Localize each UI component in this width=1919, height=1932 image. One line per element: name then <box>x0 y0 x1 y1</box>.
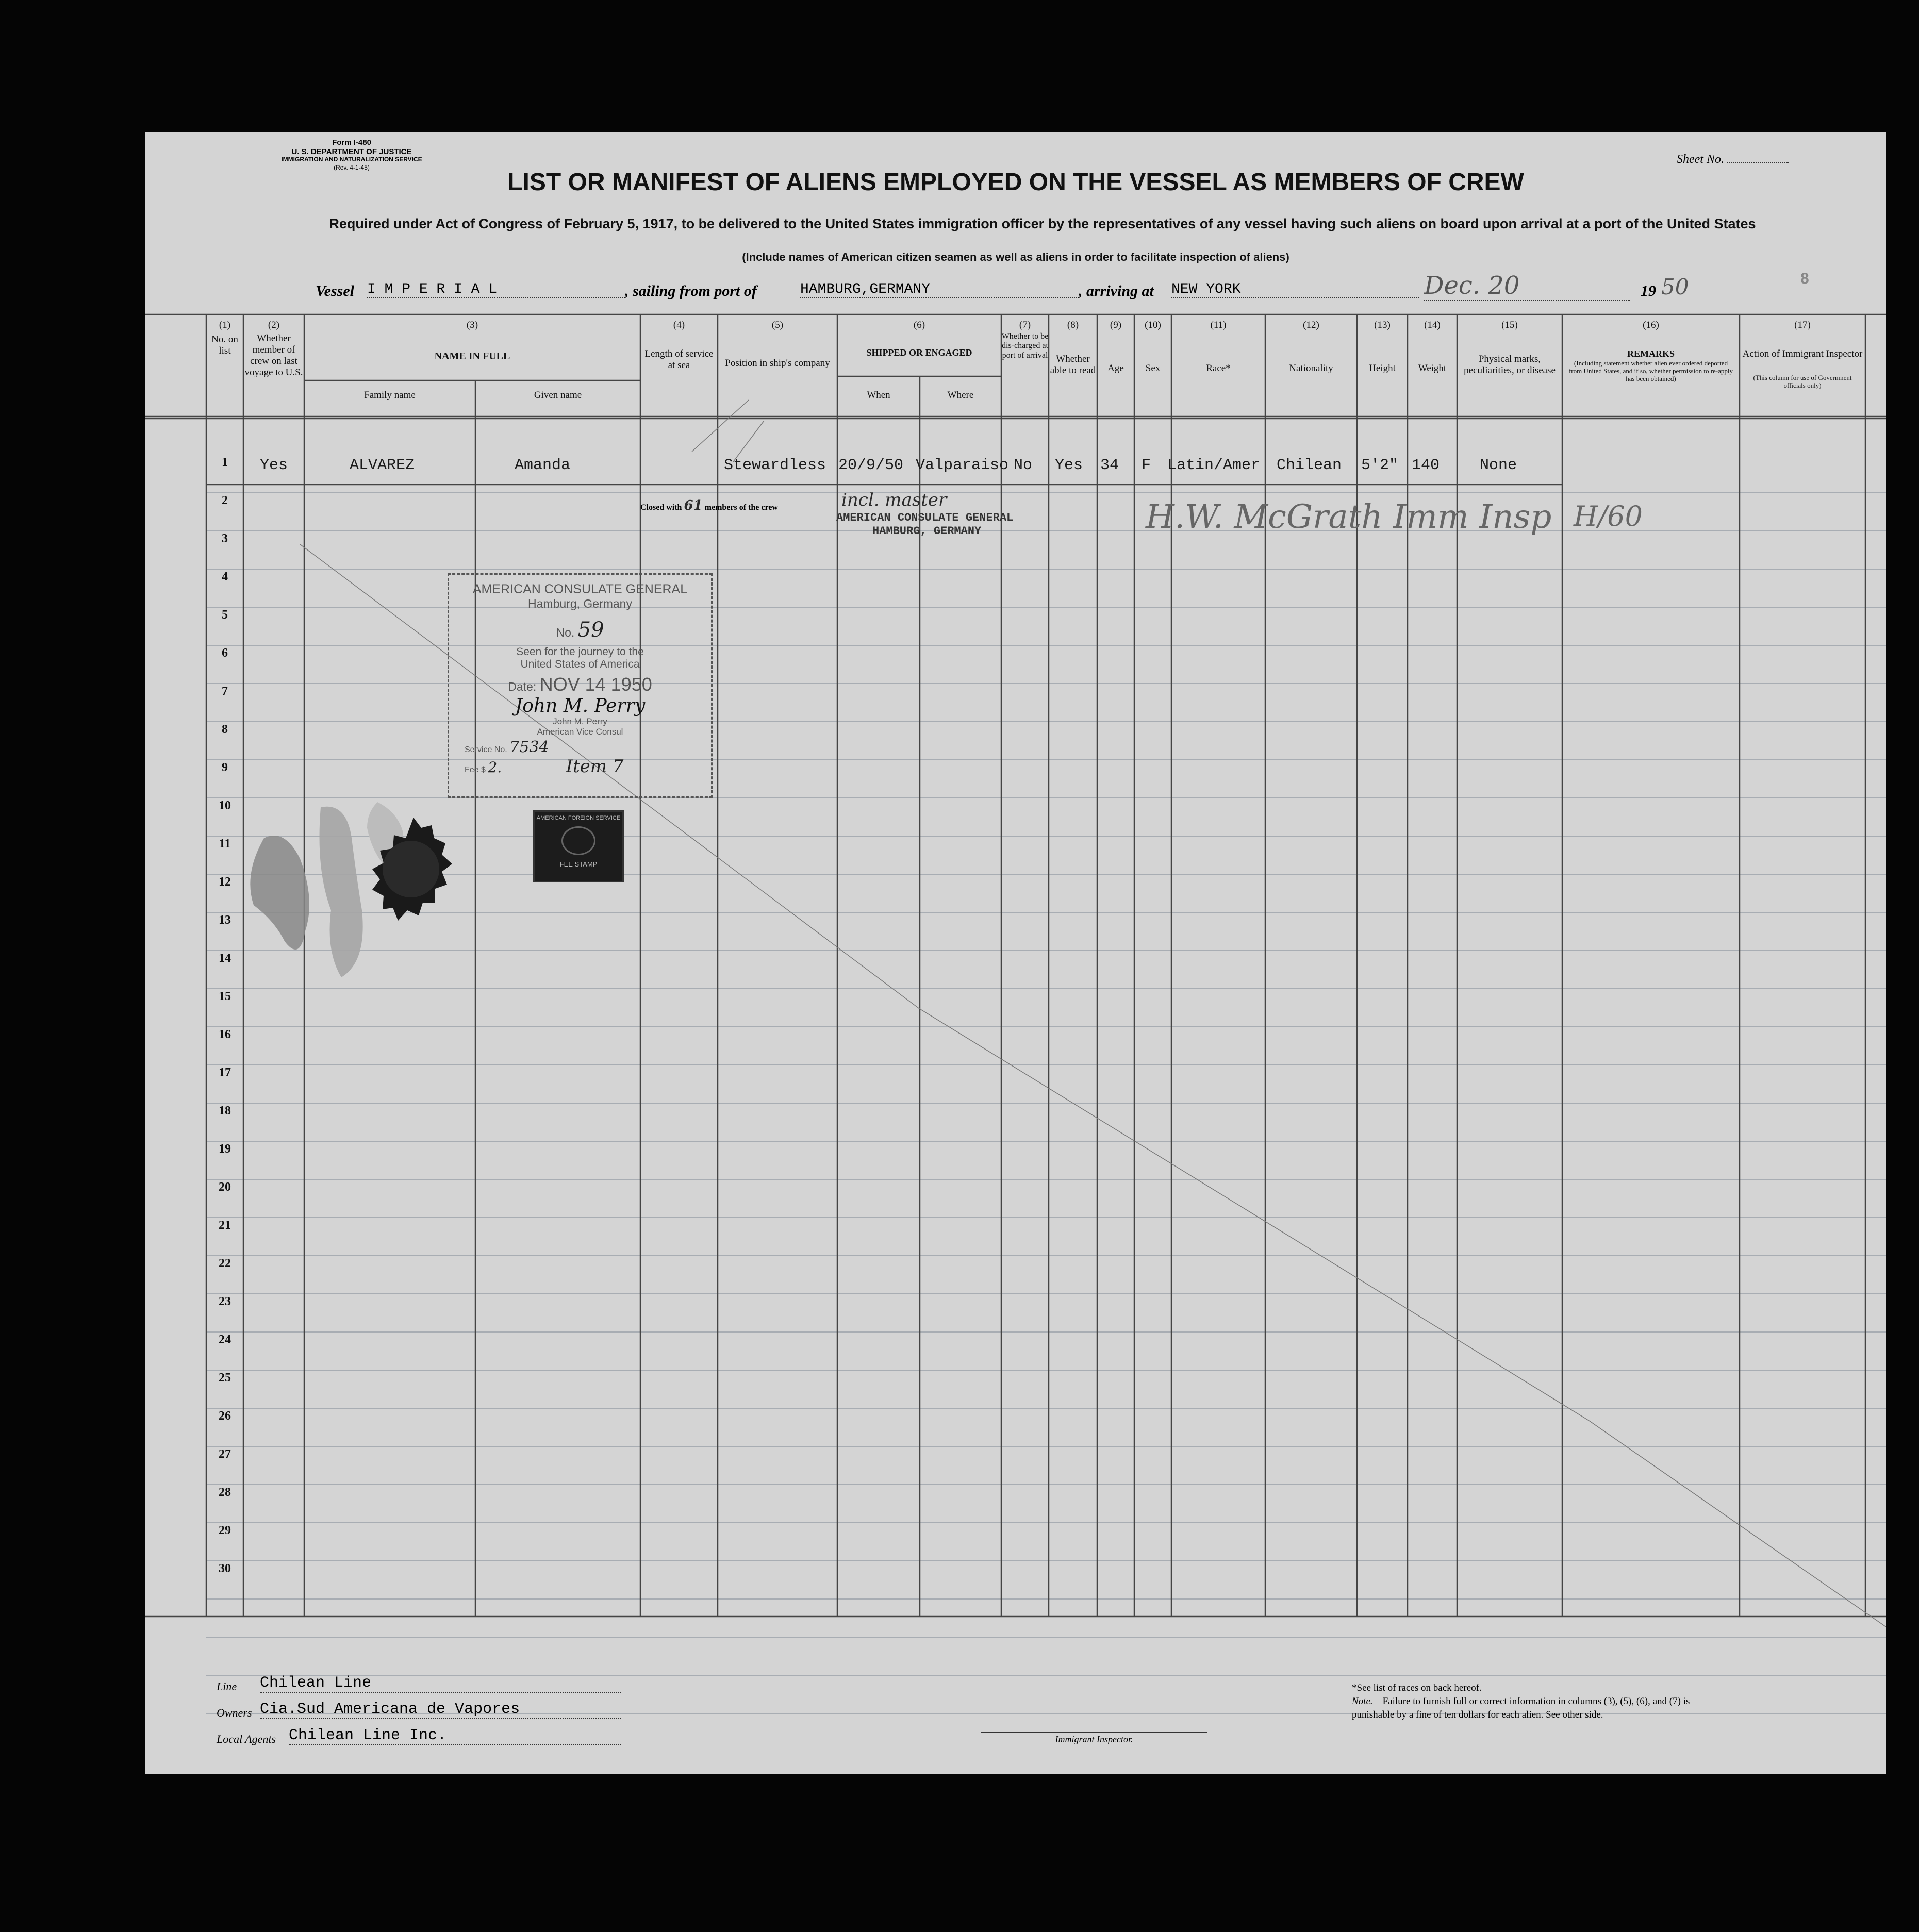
row-number: 3 <box>222 532 228 545</box>
row-number: 28 <box>219 1486 231 1499</box>
col16-subheader: (Including statement whether alien ever ordered deported from United States, and if so, whether permission to re-apply has been obtained) <box>1568 359 1733 382</box>
inspector-handwritten-name: H.W. McGrath Imm Insp <box>1146 498 1552 536</box>
col9-header: Age <box>1107 363 1124 374</box>
col4-header: Length of service at sea <box>644 348 714 371</box>
col9-number: (9) <box>1110 320 1122 330</box>
owners-label: Owners <box>217 1706 252 1719</box>
fee-stamp <box>533 810 624 882</box>
col6-when-header: When <box>867 390 890 401</box>
row-number: 22 <box>219 1257 231 1270</box>
row-number: 15 <box>219 990 231 1003</box>
stamp-date-row: Date: NOV 14 1950 <box>508 674 652 695</box>
row-number: 5 <box>222 608 228 622</box>
row-number: 14 <box>219 952 231 965</box>
stamp-service-row: Service No. 7534 <box>465 738 549 756</box>
races-note: *See list of races on back hereof. <box>1352 1683 1482 1693</box>
row-number: 11 <box>219 837 231 851</box>
stamp-line1: AMERICAN CONSULATE GENERAL <box>472 582 688 596</box>
col11-header: Race* <box>1206 363 1231 374</box>
inspector-initials: H/60 <box>1574 500 1643 532</box>
stamp-seen2: United States of America <box>520 658 640 670</box>
col1-number: (1) <box>219 320 231 330</box>
row-number: 8 <box>222 723 228 736</box>
row-number: 1 <box>222 456 228 469</box>
form-title: LIST OR MANIFEST OF ALIENS EMPLOYED ON THE VESSEL AS MEMBERS OF CREW <box>507 169 1524 196</box>
row-number: 26 <box>219 1409 231 1423</box>
col3-family-header: Family name <box>364 390 416 401</box>
row-number: 10 <box>219 799 231 812</box>
row-number: 21 <box>219 1219 231 1232</box>
col2-header: Whether member of crew on last voyage to U.S. <box>244 333 303 378</box>
row-number: 4 <box>222 570 228 584</box>
closed-rest: members of the crew <box>704 503 778 512</box>
incl-master-note: incl. master <box>841 490 947 510</box>
stamp-date: NOV 14 1950 <box>539 674 652 695</box>
form-note: (Include names of American citizen seamen as well as aliens in order to facilitate inspection of aliens) <box>742 251 1289 263</box>
vessel-label: Vessel <box>316 282 354 299</box>
revision-label: (Rev. 4-1-45) <box>334 164 370 171</box>
col15-header: Physical marks, peculiarities, or disease <box>1464 354 1556 376</box>
inspector-signature-line <box>981 1732 1207 1733</box>
row-number: 17 <box>219 1066 231 1079</box>
col6-where-header: Where <box>947 390 974 401</box>
stamp-fee: 2. <box>488 759 502 776</box>
row-number: 16 <box>219 1028 231 1041</box>
note-label: Note. <box>1352 1696 1373 1707</box>
entry-age: 34 <box>1100 457 1119 474</box>
row-number: 6 <box>222 646 228 660</box>
row-number: 9 <box>222 761 228 774</box>
stamp-service-number: 7534 <box>509 738 549 756</box>
row-number: 13 <box>219 913 231 927</box>
col8-header: Whether able to read <box>1050 354 1096 376</box>
col11-number: (11) <box>1210 320 1227 330</box>
consulate-stamp <box>448 573 713 798</box>
row-number: 30 <box>219 1562 231 1575</box>
row-number: 29 <box>219 1524 231 1537</box>
sheet-number-label: Sheet No. <box>1677 153 1789 166</box>
col6-number: (6) <box>913 320 925 330</box>
line-label: Line <box>217 1680 237 1693</box>
entry-position: Stewardless <box>724 457 826 474</box>
entry-shipped-when: 20/9/50 <box>838 457 904 474</box>
fee-stamp-bottom: FEE STAMP <box>559 860 598 868</box>
entry-family-name: ALVAREZ <box>350 457 415 474</box>
row-number: 18 <box>219 1104 231 1118</box>
col8-number: (8) <box>1067 320 1079 330</box>
col5-header: Position in ship's company <box>725 358 830 369</box>
stamp-number-row: No. 59 <box>556 618 604 642</box>
row-number: 25 <box>219 1371 231 1385</box>
col15-number: (15) <box>1501 320 1518 330</box>
col2-number: (2) <box>268 320 280 330</box>
col7-number: (7) <box>1019 320 1031 330</box>
note-text: —Failure to furnish full or correct information in columns (3), (5), (6), and (7) is punishable by a fine of ten dollars for each alien. See other side. <box>1352 1696 1690 1720</box>
col12-number: (12) <box>1303 320 1319 330</box>
stamp-signature: John M. Perry <box>515 695 646 717</box>
sailing-from: HAMBURG,GERMANY <box>800 281 1079 298</box>
col3-header: NAME IN FULL <box>434 351 510 362</box>
col16-number: (16) <box>1643 320 1659 330</box>
col14-number: (14) <box>1424 320 1441 330</box>
col3-number: (3) <box>466 320 478 330</box>
row-number: 20 <box>219 1180 231 1194</box>
col17-header: Action of Immigrant Inspector <box>1742 348 1863 359</box>
col14-header: Weight <box>1418 363 1447 374</box>
stamp-seen1: Seen for the journey to the <box>516 646 644 658</box>
col17-number: (17) <box>1794 320 1811 330</box>
stamp-fee-row: Fee $ 2. Item 7 <box>465 756 624 777</box>
consulate-typed-line1: AMERICAN CONSULATE GENERAL <box>836 511 1014 524</box>
year-prefix: 19 <box>1641 282 1656 299</box>
entry-nationality: Chilean <box>1277 457 1342 474</box>
form-subtitle: Required under Act of Congress of February 5, 1917, to be delivered to the United States immigration officer by the representatives of any vessel having such aliens on board upon arrival at a port of the United States <box>329 216 1756 231</box>
service-label: IMMIGRATION AND NATURALIZATION SERVICE <box>281 156 422 163</box>
row-number: 7 <box>222 685 228 698</box>
entry-physical-marks: None <box>1480 457 1517 474</box>
closed-label: Closed with <box>640 503 682 512</box>
col5-number: (5) <box>771 320 784 330</box>
line-value: Chilean Line <box>260 1674 621 1693</box>
entry-race: Latin/Amer <box>1167 457 1261 474</box>
owners-value: Cia.Sud Americana de Vapores <box>260 1701 621 1719</box>
entry-weight: 140 <box>1412 457 1440 474</box>
penalty-note <box>1352 1695 1723 1721</box>
entry-height: 5'2" <box>1361 457 1399 474</box>
arriving-label: , arriving at <box>1079 282 1154 299</box>
col17-subheader: (This column for use of Government officials only) <box>1753 374 1852 389</box>
col10-header: Sex <box>1145 363 1161 374</box>
stamp-officer-name: John M. Perry <box>553 717 607 726</box>
stamp-item: Item 7 <box>566 756 624 777</box>
col12-header: Nationality <box>1289 363 1333 374</box>
consulate-typed-line2: HAMBURG, GERMANY <box>872 525 982 538</box>
vessel-name: I M P E R I A L <box>367 281 625 298</box>
fee-stamp-top: AMERICAN FOREIGN SERVICE <box>536 815 621 821</box>
year-suffix: 50 <box>1661 274 1689 299</box>
local-agents-value: Chilean Line Inc. <box>289 1727 621 1745</box>
col7-header: Whether to be dis-charged at port of arrival <box>1001 332 1049 360</box>
col1-header: No. on list <box>211 334 238 356</box>
entry-crew-last-voyage: Yes <box>260 457 288 474</box>
manifest-sheet <box>145 132 1886 1774</box>
seal-and-stains <box>243 797 460 993</box>
closed-count: 61 <box>684 498 703 513</box>
row-number: 19 <box>219 1142 231 1156</box>
col13-number: (13) <box>1374 320 1391 330</box>
department-label: U. S. DEPARTMENT OF JUSTICE <box>291 147 412 156</box>
entry-discharged: No <box>1014 457 1033 474</box>
sailing-label: , sailing from port of <box>625 282 757 299</box>
row-number: 23 <box>219 1295 231 1308</box>
stamp-officer-title: American Vice Consul <box>537 727 623 737</box>
arrival-date: Dec. 20 <box>1424 271 1630 301</box>
col3-given-header: Given name <box>534 390 582 401</box>
col13-header: Height <box>1369 363 1396 374</box>
row-number: 12 <box>219 875 231 889</box>
row-number: 24 <box>219 1333 231 1346</box>
entry-sex: F <box>1142 457 1151 474</box>
arriving-at: NEW YORK <box>1171 281 1419 298</box>
row-number: 27 <box>219 1447 231 1461</box>
col10-number: (10) <box>1145 320 1161 330</box>
entry-shipped-where: Valparaiso <box>916 457 1009 474</box>
local-agents-label: Local Agents <box>217 1733 276 1745</box>
inspector-label: Immigrant Inspector. <box>1055 1734 1133 1744</box>
col16-header: REMARKS <box>1627 348 1675 359</box>
entry-able-to-read: Yes <box>1055 457 1083 474</box>
fee-stamp-emblem <box>561 826 595 855</box>
row-number: 2 <box>222 494 228 507</box>
closed-with-text <box>640 498 778 513</box>
stamp-number: 59 <box>577 618 604 642</box>
entry-given-name: Amanda <box>515 457 571 474</box>
form-number: Form I-480 <box>332 138 371 147</box>
sheet-mark: 8 <box>1800 270 1809 287</box>
col6-header: SHIPPED OR ENGAGED <box>866 347 972 358</box>
stamp-line2: Hamburg, Germany <box>528 597 632 610</box>
col4-number: (4) <box>673 320 685 330</box>
